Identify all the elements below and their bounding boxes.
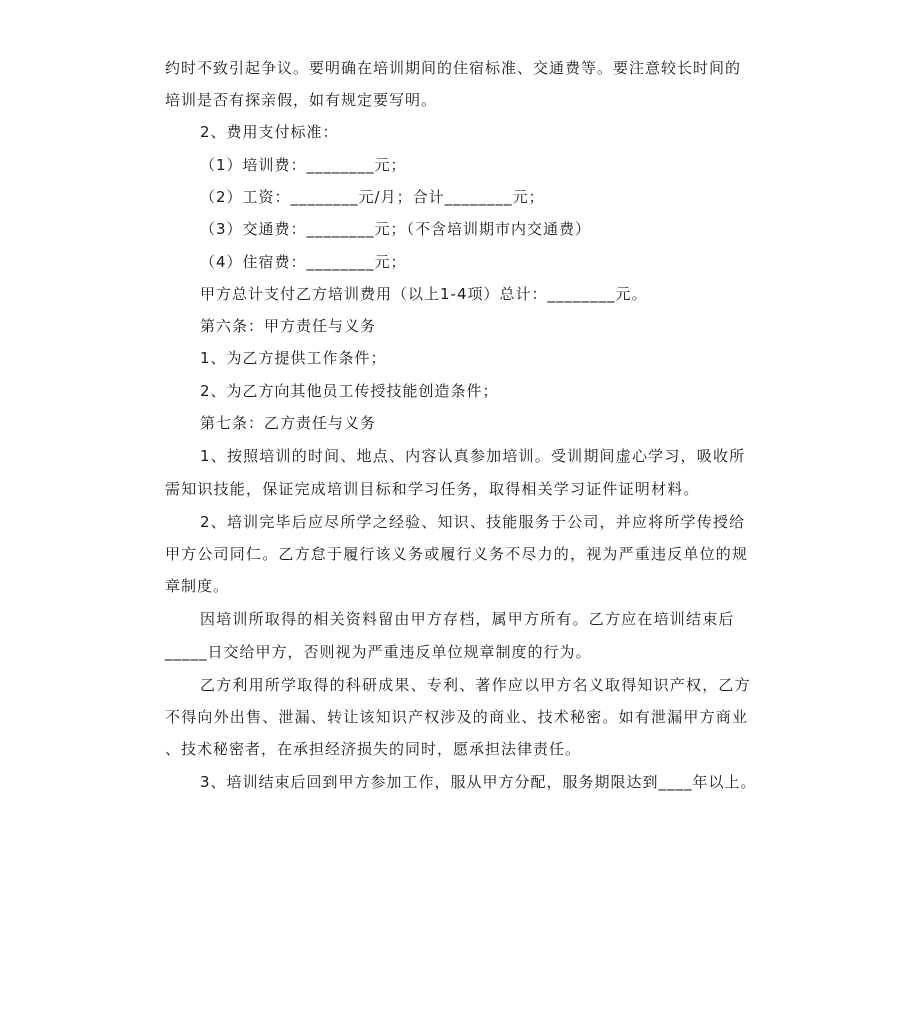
fee-total: 甲方总计支付乙方培训费用（以上1-4项）总计：________元。 [200,285,648,303]
paragraph-line: 章制度。 [165,577,230,595]
paragraph-line: 需知识技能，保证完成培训目标和学习任务，取得相关学习证件证明材料。 [165,480,700,498]
fee-item-training: （1）培训费：________元； [200,156,407,174]
article-seven-item-2: 2、培训完毕后应尽所学之经验、知识、技能服务于公司，并应将所学传授给 [200,513,746,531]
section-heading: 2、费用支付标准： [200,123,339,141]
paragraph-line: 甲方公司同仁。乙方怠于履行该义务或履行义务不尽力的，视为严重违反单位的规 [165,545,749,563]
paragraph-line: 培训是否有探亲假，如有规定要写明。 [165,91,438,109]
paragraph-line: 、技术秘密者，在承担经济损失的同时，愿承担法律责任。 [165,740,582,758]
article-six-item-2: 2、为乙方向其他员工传授技能创造条件； [200,382,499,400]
article-seven-item-3: 3、培训结束后回到甲方参加工作，服从甲方分配，服务期限达到____年以上。 [200,773,757,791]
article-six-item-1: 1、为乙方提供工作条件； [200,349,387,367]
ip-paragraph: 乙方利用所学取得的科研成果、专利、著作应以甲方名义取得知识产权，乙方 [200,676,751,694]
fee-item-lodging: （4）住宿费：________元； [200,253,407,271]
paragraph-line: 不得向外出售、泄漏、转让该知识产权涉及的商业、技术秘密。如有泄漏甲方商业 [165,708,749,726]
article-seven-heading: 第七条：乙方责任与义务 [200,414,377,432]
paragraph-line: 约时不致引起争议。要明确在培训期间的住宿标准、交通费等。要注意较长时间的 [165,59,742,77]
article-seven-item-1: 1、按照培训的时间、地点、内容认真参加培训。受训期间虚心学习，吸收所 [200,447,746,465]
article-six-heading: 第六条：甲方责任与义务 [200,317,377,335]
fee-item-transport: （3）交通费：________元；（不含培训期市内交通费） [200,220,592,238]
paragraph-line: _____日交给甲方，否则视为严重违反单位规章制度的行为。 [165,643,592,661]
materials-paragraph: 因培训所取得的相关资料留由甲方存档，属甲方所有。乙方应在培训结束后 [200,610,735,628]
fee-item-wage: （2）工资：________元/月；合计________元； [200,188,545,206]
